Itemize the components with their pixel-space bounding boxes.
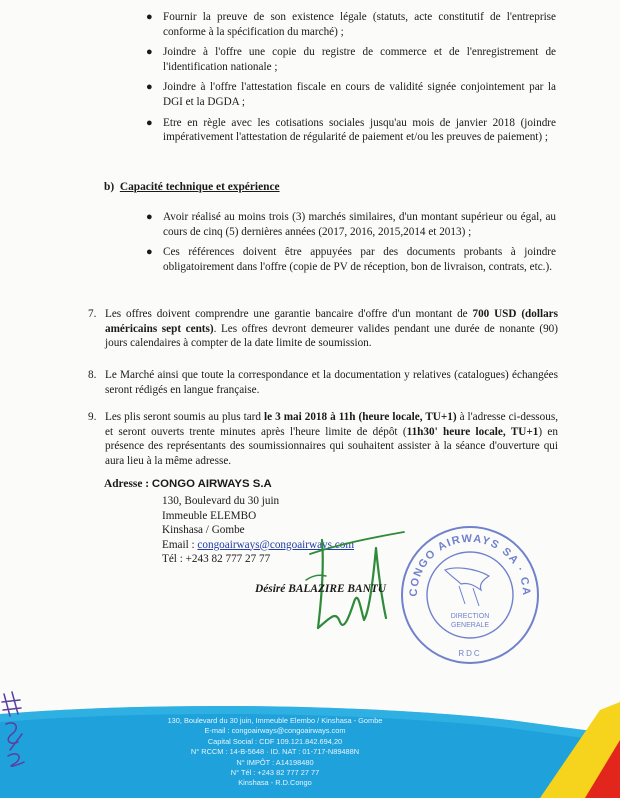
list-item: ● Joindre à l'offre une copie du registre de commerce et de l'enregistrement de l'identification nationale ; (146, 46, 556, 73)
section-b-heading (104, 181, 280, 193)
clause-9 (88, 410, 558, 468)
bullet-icon: ● (146, 116, 153, 129)
email-link[interactable]: congoairways@congoairways.com (197, 538, 355, 551)
clause-8 (88, 368, 558, 397)
bullet-icon: ● (146, 246, 153, 259)
email-line: Email : congoairways@congoairways.com (162, 538, 355, 551)
bullet-icon: ● (146, 81, 153, 94)
footer-line: N° RCCM : 14-B-5648 · ID. NAT : 01-717-N89488N (190, 747, 360, 757)
handwritten-page-mark (0, 686, 32, 768)
section-letter: b) (104, 181, 115, 193)
signature-image (300, 510, 410, 645)
clause-number: 7. (88, 308, 97, 320)
footer-line: N° IMPÔT : A14198480 (236, 757, 314, 767)
footer-line: 130, Boulevard du 30 juin, Immeuble Elembo / Kinshasa - Gombe (167, 716, 383, 725)
address-line: 130, Boulevard du 30 juin (162, 495, 280, 507)
list-item: ● Etre en règle avec les cotisations sociales jusqu'au mois de janvier 2018 (joindre impérativement l'attestation de régularité de paiement et/ou les preuves de paiement) ; (146, 116, 556, 144)
list-item: ● Fournir la preuve de son existence légale (statuts, acte constitutif de l'entreprise conforme à la spécification du marché) ; (146, 11, 556, 38)
map-icon (445, 568, 489, 590)
bullet-icon: ● (146, 11, 153, 23)
stamp-bottom-text: RDC (458, 649, 482, 658)
company-name: CONGO AIRWAYS S.A (151, 478, 272, 490)
address-line: Immeuble ELEMBO (162, 509, 257, 522)
footer-line: N° Tél : +243 82 777 27 77 (230, 768, 320, 778)
footer-line: Capital Social : CDF 109.121.842.694,20 (207, 736, 343, 746)
footer-line: E-mail : congoairways@congoairways.com (204, 726, 346, 736)
stamp-center-text: GENERALE (450, 622, 490, 629)
clause-number: 9. (88, 411, 97, 423)
clause-text: Le Marché ainsi que toute la correspondance et la documentation y relatives (catalogues) échangées seront rédigés en langue française. (105, 369, 558, 396)
technical-list (146, 210, 556, 280)
clause-7 (88, 307, 558, 351)
stamp-center-text: DIRECTION (450, 613, 490, 620)
footer-contact (130, 716, 420, 789)
address-line: Kinshasa / Gombe (162, 524, 245, 536)
bullet-icon: ● (146, 211, 153, 223)
phone-line: Tél : +243 82 777 27 77 (162, 553, 271, 565)
requirements-list (146, 10, 556, 151)
section-title: Capacité technique et expérience (119, 181, 280, 193)
signer-name: Désiré BALAZIRE BANTU (255, 583, 387, 595)
footer-line: Kinshasa - R.D.Congo (238, 778, 312, 788)
official-stamp (395, 520, 545, 670)
clause-text: Les offres doivent comprendre une garantie bancaire d'offre d'un montant de 700 USD (dollars américains sept cents). Les offres devront demeurer valides pendant une durée de nonante (90) jours calendaires à compter de la date limite de soumission. (105, 308, 558, 350)
list-item: ● Joindre à l'offre l'attestation fiscale en cours de validité signée conjointement par la DGI et la DGDA ; (146, 81, 556, 108)
stamp-top-text: CONGO AIRWAYS SA · CA (407, 532, 533, 597)
address-heading: Adresse : CONGO AIRWAYS S.A (104, 478, 272, 490)
list-item: ● Ces références doivent être appuyées par des documents probants à joindre obligatoirement dans l'offre (copie de PV de réception, bon de livraison, contrats, etc.). (146, 246, 556, 273)
clause-number: 8. (88, 369, 97, 381)
clause-text: Les plis seront soumis au plus tard le 3 mai 2018 à 11h (heure locale, TU+1) à l'adresse ci-dessous, et seront ouverts trente minutes après l'heure limite de dépôt (11h30' heure locale, TU+1) en présence des représentants des soumissionnaires qui souhaitent assister à la séance d'ouverture qui aura lieu à la même adresse. (105, 411, 559, 467)
bullet-icon: ● (146, 46, 153, 59)
list-item: ● Avoir réalisé au moins trois (3) marchés similaires, d'un montant supérieur ou égal, au cours de cinq (5) dernières années (2017, 2016, 2015,2014 et 2013) ; (146, 211, 556, 238)
